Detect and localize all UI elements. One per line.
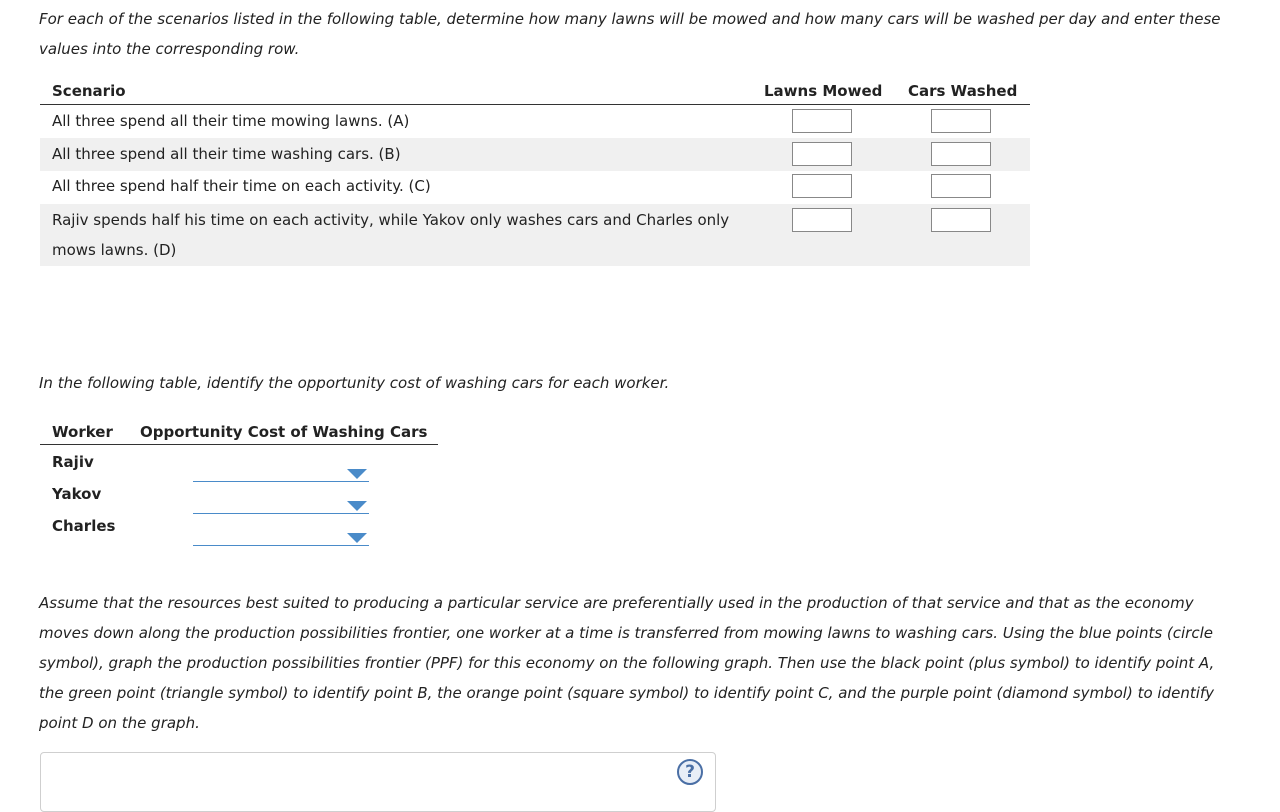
header-worker: Worker (52, 423, 113, 441)
scenario-label: All three spend all their time washing cars. (B) (52, 145, 401, 163)
scenario-row-c (40, 171, 1030, 204)
cars-washed-input-c[interactable] (931, 174, 991, 198)
opportunity-cost-dropdown-charles[interactable] (193, 527, 369, 546)
worker-table (40, 418, 438, 541)
lawns-mowed-input-b[interactable] (792, 142, 852, 166)
scenario-label: All three spend half their time on each activity. (C) (52, 177, 431, 195)
lawns-mowed-input-c[interactable] (792, 174, 852, 198)
scenario-table (40, 76, 1030, 266)
ppf-graph-instructions: Assume that the resources best suited to producing a particular service are preferentially used in the production of that service and that as the economy moves down along the production possibilities frontier, one worker at a time is transferred from mowing lawns to washing cars. Using the blue points (circle symbol), graph the production possibilities frontier (PPF) for this economy on the following graph. Then use the black point (plus symbol) to identify point A, the green point (triangle symbol) to identify point B, the orange point (square symbol) to identify point C, and the purple point (diamond symbol) to identify point D on the graph. (39, 594, 1215, 732)
worker-name: Rajiv (52, 453, 94, 471)
intro-instructions: For each of the scenarios listed in the following table, determine how many lawns will be mowed and how many cars will be washed per day and enter these values into the corresponding row. (39, 10, 1221, 58)
dropdown-arrow-icon (347, 533, 367, 543)
lawns-mowed-input-d[interactable] (792, 208, 852, 232)
worker-table-header (40, 418, 438, 445)
worker-row-rajiv (40, 445, 438, 477)
scenario-label: Rajiv spends half his time on each activity, while Yakov only washes cars and Charles only mows lawns. (D) (52, 211, 730, 259)
scenario-row-d (40, 204, 1030, 266)
worker-row-charles (40, 509, 438, 541)
cars-washed-input-a[interactable] (931, 109, 991, 133)
worker-row-yakov (40, 477, 438, 509)
cars-washed-input-d[interactable] (931, 208, 991, 232)
opportunity-cost-instructions: In the following table, identify the opportunity cost of washing cars for each worker. (39, 374, 670, 392)
worker-name: Charles (52, 517, 116, 535)
header-opportunity-cost: Opportunity Cost of Washing Cars (140, 423, 428, 441)
header-lawns-mowed: Lawns Mowed (764, 82, 883, 100)
scenario-row-a (40, 105, 1030, 138)
scenario-table-header (40, 76, 1030, 105)
cars-washed-input-b[interactable] (931, 142, 991, 166)
header-cars-washed: Cars Washed (908, 82, 1018, 100)
scenario-label: All three spend all their time mowing lawns. (A) (52, 112, 410, 130)
ppf-graph-panel (40, 752, 716, 812)
scenario-row-b (40, 138, 1030, 171)
worker-name: Yakov (52, 485, 102, 503)
header-scenario: Scenario (52, 82, 126, 100)
help-icon[interactable]: ? (677, 759, 703, 785)
lawns-mowed-input-a[interactable] (792, 109, 852, 133)
